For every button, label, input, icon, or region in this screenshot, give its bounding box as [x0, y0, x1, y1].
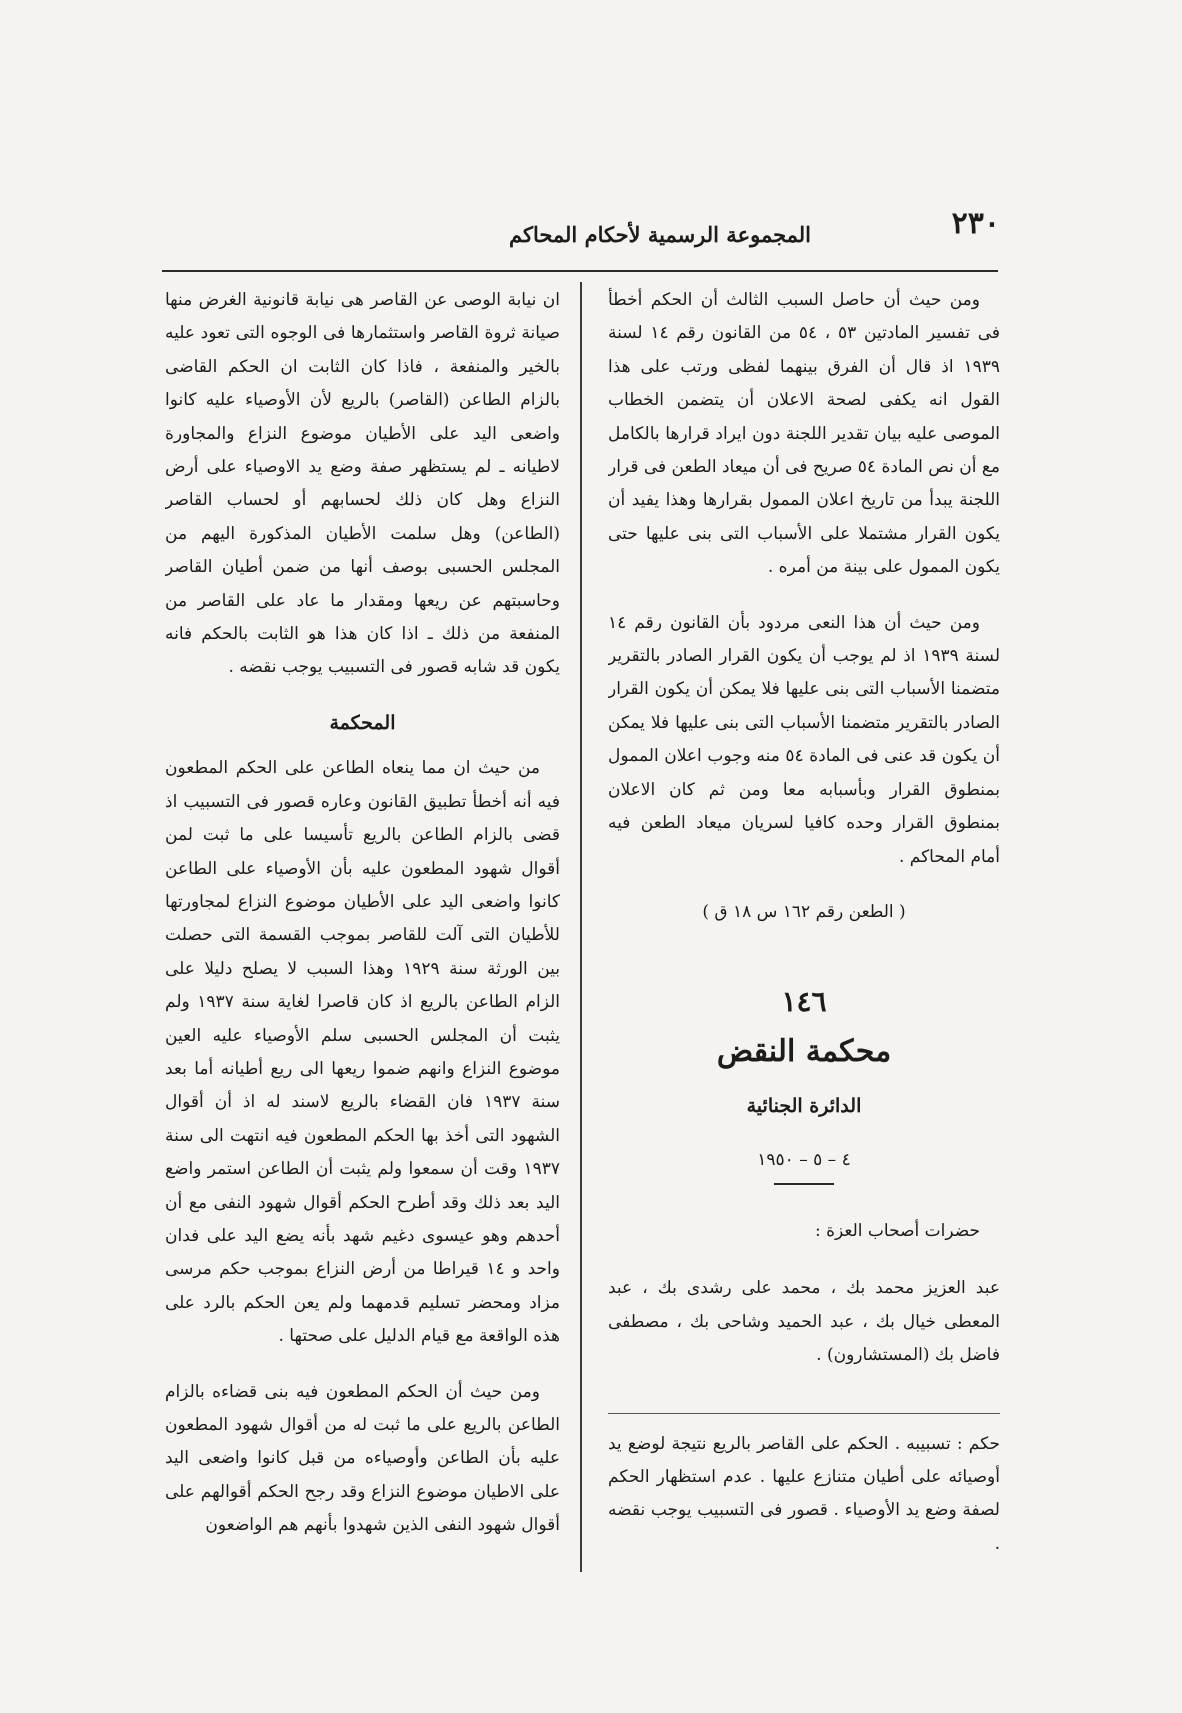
right-column [608, 284, 1000, 1574]
paragraph-headnote-continuation: ان نيابة الوصى عن القاصر هى نيابة قانونية الغرض منها صيانة ثروة القاصر واستثمارها فى الوجوه التى تعود عليه بالخير والمنفعة ، فاذا كان الثابت ان الحكم القاضى بالزام الطاعن (القاصر) بالريع لأن الأوصياء عليه كانوا واضعى اليد على الأطيان موضوع النزاع والمجاورة لاطيانه ـ لم يستظهر صفة وضع يد الاوصياء على أرض النزاع وهل كان ذلك لحسابهم أو لحساب القاصر (الطاعن) وهل سلمت الأطيان المذكورة اليهم من المجلس الحسبى بوصف أنها من ضمن أطيان القاصر وحاسبتهم عن ريعها ومقدار ما عاد على القاصر من المنفعة من ذلك ـ اذا كان هذا هو الثابت بالحكم فانه يكون قد شابه قصور فى التسبيب يوجب نقضه . [165, 290, 560, 678]
paragraph-third-ground: ومن حيث أن حاصل السبب الثالث أن الحكم أخطأ فى تفسير المادتين ٥٣ ، ٥٤ من القانون رقم ١٤ لسنة ١٩٣٩ اذ قال أن الفرق بينهما لفظى ورتب على هذا القول انه يكفى لصحة الاعلان أن يتضمن الخطاب الموصى عليه بيان تقدير اللجنة دون ايراد قرارها بالكامل مع أن نص المادة ٥٤ صريح فى أن ميعاد الطعن فى قرار اللجنة يبدأ من تاريخ اعلان الممول بقرارها وهذا يفيد أن يكون القرار مشتملا على الأسباب التى بنى عليها حتى يكون الممول على بينة من أمره . [608, 290, 1000, 578]
judges-title: حضرات أصحاب العزة : [814, 1220, 980, 1241]
column-divider [580, 282, 582, 1572]
paragraph-rebuttal: ومن حيث أن هذا النعى مردود بأن القانون رقم ١٤ لسنة ١٩٣٩ اذ لم يوجب أن يكون القرار الصادر بالتقرير متضمنا الأسباب التى بنى عليها فلا يمكن أن يكون القرار الصادر بالتقرير متضمنا الأسباب التى بنى عليها فلا يمكن أن يكون قد عنى فى المادة ٥٤ منه وجوب اعلان الممول بمنطوق القرار وبأسبابه معا ومن ثم كان الاعلان بمنطوق القرار وحده كافيا لسريان ميعاد الطعن فيه أمام المحاكم . [608, 612, 1000, 867]
case-citation: ( الطعن رقم ١٦٢ س ١٨ ق ) [702, 901, 906, 922]
left-column [165, 284, 560, 1574]
short-rule [774, 1183, 834, 1185]
chamber-name: الدائرة الجنائية [746, 1095, 862, 1118]
paragraph-appellant-ground: من حيث ان مما ينعاه الطاعن على الحكم المطعون فيه أنه أخطأ تطبيق القانون وعاره قصور فى التسبيب اذ قضى بالزام الطاعن بالريع تأسيسا على ما ثبت لمن أقوال شهود المطعون عليه بأن الأوصياء على الطاعن كانوا واضعى اليد على الأطيان موضوع النزاع لمجاورتها للأطيان التى آلت للقاصر بموجب القسمة التى حصلت بين الورثة سنة ١٩٢٩ وهذا السبب لا يصلح دليلا على الزام الطاعن بالريع اذ كان قاصرا لغاية سنة ١٩٣٧ ولم يثبت أن المجلس الحسبى سلم الأوصياء عليه العين موضوع النزاع وانهم ضموا ريعها الى ريع أطيانه أما بعد سنة ١٩٣٧ فان القضاء بالريع لاسند له اذ أن أقوال الشهود التى أخذ بها الحكم المطعون فيه انتهت الى سنة ١٩٣٧ وقت أن سمعوا ولم يثبت أن الطاعن استمر واضع اليد بعد ذلك وقد أطرح الحكم أقوال شهود النفى مع أن أحدهم وهو عيسوى دغيم شهد بأنه يضع اليد على فدان واحد و ١٤ قيراطا من أرض النزاع بموجب حكم مرسى مزاد ومحضر تسليم قدمهما ولم يعن الحكم بالرد على هذه الواقعة مع قيام الدليل على صحتها . [165, 758, 560, 1347]
case-number: ١٤٦ [781, 985, 827, 1019]
paragraph-court-reasoning: ومن حيث أن الحكم المطعون فيه بنى قضاءه بالزام الطاعن بالريع على ما ثبت له من أقوال شهود المطعون عليه بأن الطاعن وأوصياءه من قبل كانوا واضعى اليد على الاطيان موضوع النزاع وقد رجح الحكم أقوالهم على أقوال شهود النفى الذين شهدوا بأنهم هم الواضعون [165, 1381, 560, 1536]
judges-list: عبد العزيز محمد بك ، محمد على رشدى بك ، عبد المعطى خيال بك ، عبد الحميد وشاحى بك ، مصطفى فاضل بك (المستشارون) . [608, 1278, 1000, 1366]
decision-date: ٤ – ٥ – ١٩٥٠ [757, 1149, 851, 1170]
court-name: محكمة النقض [716, 1033, 892, 1069]
headnote-summary: حكم : تسبيبه . الحكم على القاصر بالريع نتيجة لوضع يد أوصيائه على أطيان متنازع عليها . عدم استظهار الحكم لصفة وضع يد الأوصياء . قصور فى التسبيب يوجب نقضه . [608, 1433, 1000, 1554]
running-title: المجموعة الرسمية لأحكام المحاكم [508, 222, 812, 247]
page-number: ٢٣٠ [951, 206, 1000, 241]
page-header [160, 206, 1000, 262]
section-heading: المحكمة [329, 711, 396, 734]
header-rule [162, 270, 998, 272]
summary-rule [608, 1413, 1000, 1414]
